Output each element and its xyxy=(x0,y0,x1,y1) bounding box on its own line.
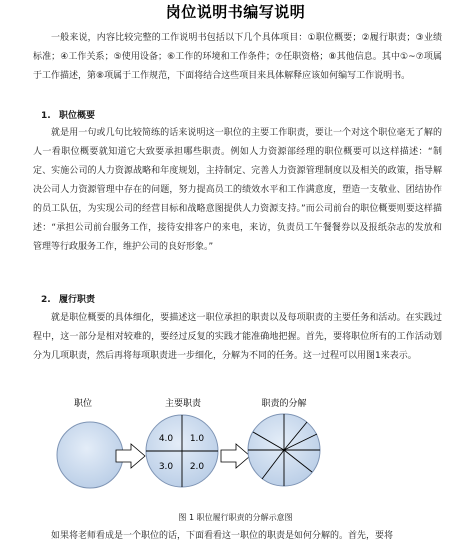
figure-label-duty-breakdown: 职责的分解 xyxy=(261,399,307,409)
section-paragraph-2: 就是职位概要的具体细化，要描述这一职位承担的职责以及每项职责的主要任务和活动。在实践过程中，这一部分是相对较难的，要经过反复的实践才能准确地把握。首先，要将职位所有的工作活动划分为几项职责，然后再将每项职责进一步细化，分解为不同的任务。这一过程可以用图1来表示。 xyxy=(33,313,442,361)
position-circle xyxy=(57,422,123,488)
arrow-right-2 xyxy=(221,444,250,468)
figure-label-position: 职位 xyxy=(73,399,93,409)
quadrant-label-top-left: 4.0 xyxy=(158,434,174,444)
figure-caption: 图 1 职位履行职责的分解示意图 xyxy=(178,513,293,522)
quadrant-label-top-right: 1.0 xyxy=(189,434,205,444)
section-number-1: 1. xyxy=(41,111,51,121)
continuation-paragraph: 如果将老师看成是一个职位的话，下面看看这一职位的职责是如何分解的。首先，要将 xyxy=(51,531,394,541)
section-title-1: 职位概要 xyxy=(59,111,96,121)
intro-paragraph: 一般来说，内容比较完整的工作说明书包括以下几个具体项目：①职位概要；②履行职责；③业绩标准；④工作关系；⑤使用设备；⑥工作的环境和工作条件；⑦任职资格；⑧其他信息。其中①~⑦项属于工作描述，第⑧项属于工作规范，下面将结合这些项目来具体解释应该如何编写工作说明书。 xyxy=(33,33,442,81)
quadrant-label-bottom-right: 2.0 xyxy=(189,462,205,472)
section-title-2: 履行职责 xyxy=(59,295,96,305)
quadrant-label-bottom-left: 3.0 xyxy=(158,462,174,472)
section-number-2: 2. xyxy=(41,295,51,305)
figure-label-main-duties: 主要职责 xyxy=(164,399,202,409)
section-paragraph-1: 就是用一句或几句比较简练的话来说明这一职位的主要工作职责，要让一个对这个职位毫无了解的人一看职位概要就知道它大致要承担哪些职责。例如人力资源部经理的职位概要可以这样描述：“制定、实施公司的人力资源战略和年度规划，主持制定、完善人力资源管理制度以及相关的政策，指导解决公司人力资源管理中存在的问题，努力提高员工的绩效水平和工作满意度，塑造一支敬业、团结协作的员工队伍，为实现公司的经营目标和战略意图提供人力资源支持。”而公司前台的职位概要则要这样描述：“承担公司前台服务工作，接待安排客户的来电，来访，负责员工午餐餐券以及报纸杂志的发放和管理等行政服务工作，维护公司的良好形象。” xyxy=(33,128,442,252)
document-title: 岗位说明书编写说明 xyxy=(165,3,306,21)
